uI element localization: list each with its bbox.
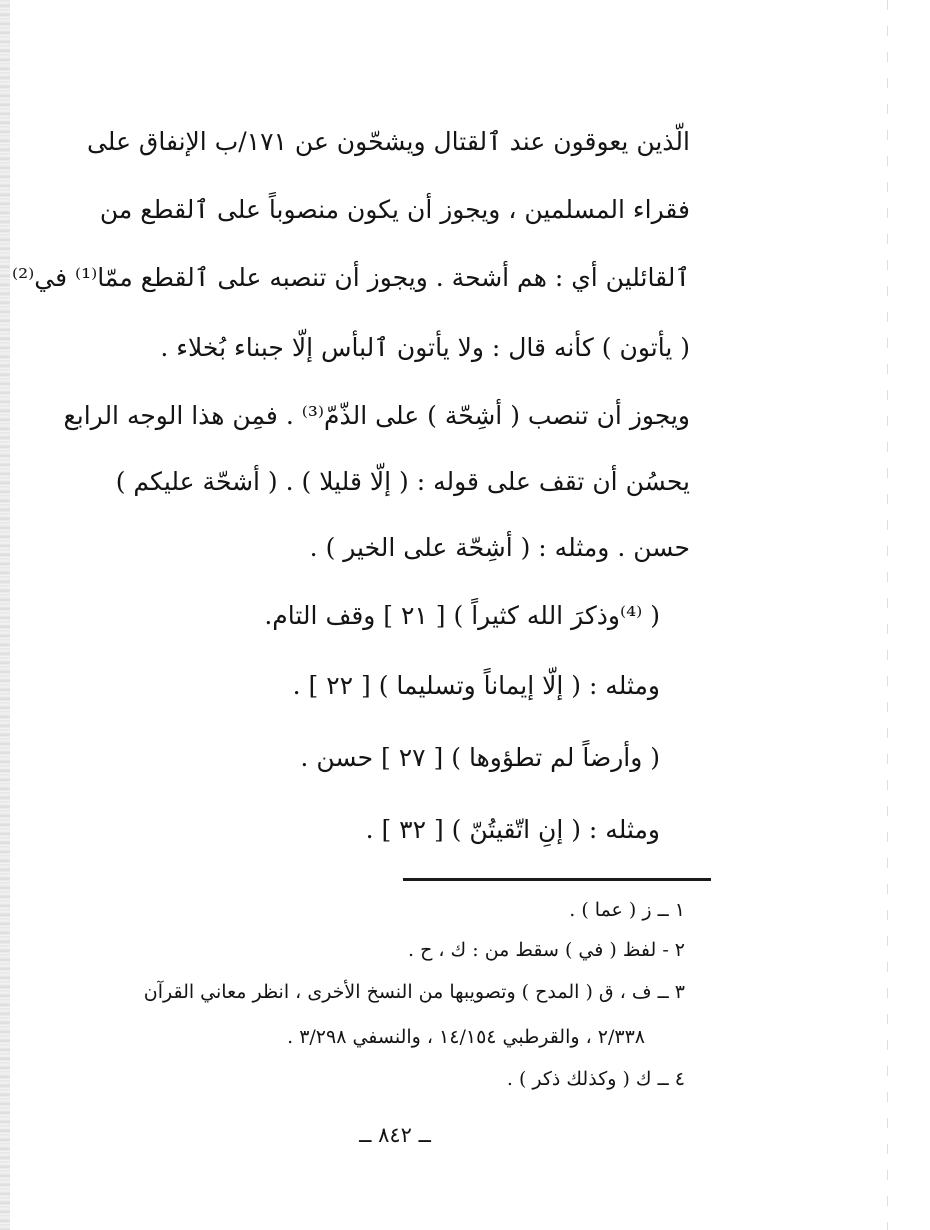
footnote-3: ٣ ــ ف ، ق ( المدح ) وتصويبها من النسخ الأخرى ، انظر معاني القرآن [143,981,685,1003]
page-number: ــ ٨٤٢ ــ [359,1123,431,1147]
text-line-10: ( وأرضاً لم تطؤوها ) [ ٢٧ ] حسن . [300,743,660,772]
text-line-7: حسن . ومثله : ( أشِحّة على الخير ) . [309,533,690,562]
footnote-3-continued: ٢/٣٣٨ ، والقرطبي ١٤/١٥٤ ، والنسفي ٣/٢٩٨ . [287,1026,645,1048]
text-line-4: ( يأتون ) كأنه قال : ولا يأتون ٱلبأس إلّا جبناء بُخلاء . [160,333,690,362]
text-line-8: ( ⁽⁴⁾وذكرَ الله كثيراً ) [ ٢١ ] وقف التام. [264,601,660,630]
text-line-6: يحسُن أن تقف على قوله : ( إلّا قليلا ) . ( أشحّة عليكم ) [115,467,690,496]
scan-edge-left [0,0,10,1230]
footnote-4: ٤ ــ ك ( وكذلك ذكر ) . [506,1068,685,1090]
text-line-3: ٱلقائلين أي : هم أشحة . ويجوز أن تنصبه على ٱلقطع ممّا⁽¹⁾ في⁽²⁾ [11,263,690,292]
text-line-1: الّذين يعوقون عند ٱلقتال ويشحّون عن ١٧١/ب الإنفاق على [86,127,690,156]
footnote-1: ١ ــ ز ( عما ) . [569,899,685,921]
text-line-9: ومثله : ( إلّا إيماناً وتسليما ) [ ٢٢ ] . [292,671,660,700]
scan-edge-right [887,0,888,1230]
text-line-11: ومثله : ( إنِ اتّقيتُنّ ) [ ٣٢ ] . [365,815,660,844]
footnote-2: ٢ - لفظ ( في ) سقط من : ك ، ح . [408,939,685,961]
text-line-2: فقراء المسلمين ، ويجوز أن يكون منصوباً على ٱلقطع من [99,195,690,224]
text-line-5: ويجوز أن تنصب ( أشِحّة ) على الذّمّ⁽³⁾ . فمِن هذا الوجه الرابع [63,401,690,430]
footnote-separator [403,878,711,881]
